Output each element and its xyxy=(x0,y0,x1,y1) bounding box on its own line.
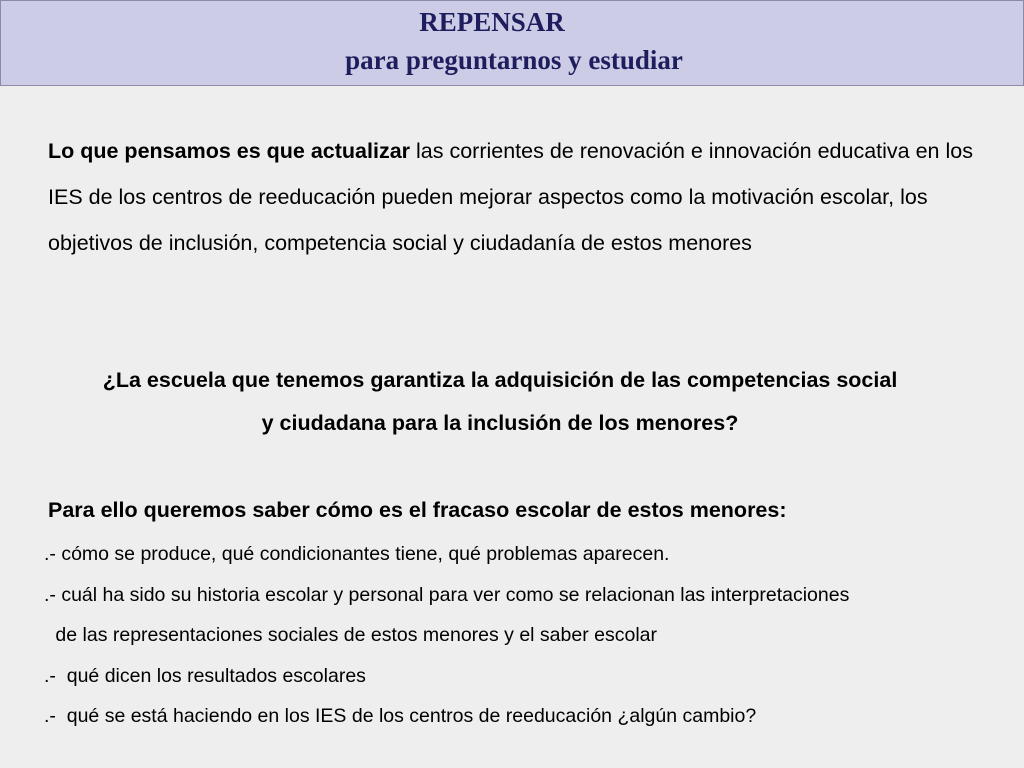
study-heading: Para ello queremos saber cómo es el fracaso escolar de estos menores: xyxy=(48,498,787,522)
central-question xyxy=(0,359,1000,445)
slide-title-box xyxy=(0,0,1024,86)
question-line-2: y ciudadana para la inclusión de los menores? xyxy=(261,411,739,435)
slide-title: REPENSAR xyxy=(419,7,565,37)
list-item: .- qué dicen los resultados escolares xyxy=(44,664,366,687)
list-item: .- cómo se produce, qué condicionantes tiene, qué problemas aparecen. xyxy=(44,543,670,565)
intro-text: las corrientes de renovación e innovación educativa en los IES de los centros de reeducación pueden mejorar aspectos como la motivación escolar, los objetivos de inclusión, competencia social y ciudadanía de estos menores xyxy=(48,139,973,255)
study-list xyxy=(44,534,1004,737)
intro-bold-lead: Lo que pensamos es que actualizar xyxy=(48,139,411,163)
question-line-1: ¿La escuela que tenemos garantiza la adquisición de las competencias social xyxy=(102,368,898,392)
intro-paragraph xyxy=(48,128,978,266)
slide-subtitle: para preguntarnos y estudiar xyxy=(345,45,683,75)
list-item: .- qué se está haciendo en los IES de los centros de reeducación ¿algún cambio? xyxy=(44,705,757,727)
list-item: de las representaciones sociales de estos menores y el saber escolar xyxy=(50,624,657,646)
list-item: .- cuál ha sido su historia escolar y personal para ver como se relacionan las interpretaciones xyxy=(44,583,850,606)
